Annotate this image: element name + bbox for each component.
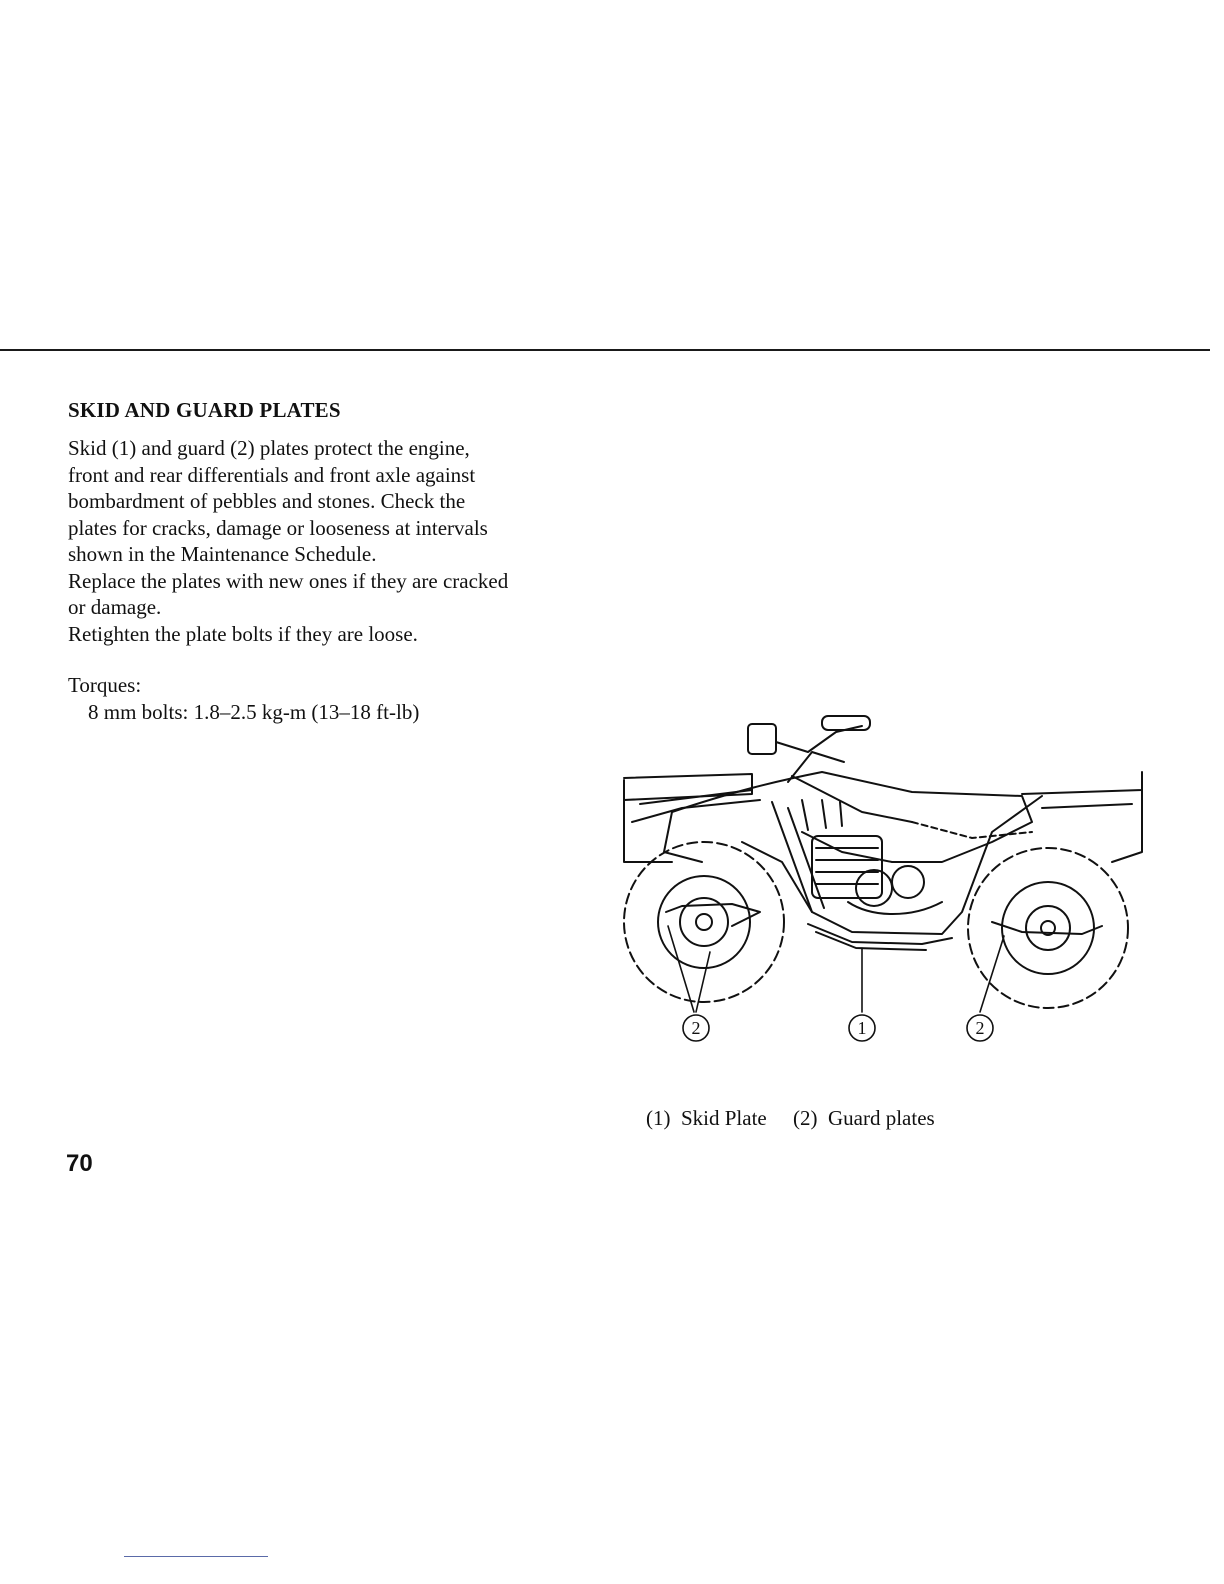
handlebar-drawing [748,716,870,782]
paragraph-2-line: or damage. [68,595,162,619]
callout-label: 2 [975,1018,985,1038]
footer-rule [124,1556,268,1557]
paragraph-1-line: front and rear differentials and front axle against [68,462,476,487]
front-rack-drawing [624,774,760,862]
skid-guard-section [68,398,600,647]
paragraph-2-line: Replace the plates with new ones if they are cracked [68,568,509,593]
engine-drawing [812,836,942,914]
paragraph-1-line: shown in the Maintenance Schedule. [68,542,377,566]
rear-wheel-drawing [968,848,1128,1008]
callout-markers [683,1015,993,1041]
caption-item-2: (2) Guard plates [793,1106,935,1130]
torques-label: Torques: [68,673,142,697]
page-number: 70 [66,1150,93,1177]
header-rule [0,349,1210,351]
atv-illustration [612,712,1152,1062]
torque-spec: 8 mm bolts: 1.8–2.5 kg-m (13–18 ft-lb) [88,699,420,724]
callout-label: 1 [857,1018,867,1038]
skid-plate-drawing [808,924,952,950]
caption-item-1: (1) Skid Plate [646,1106,767,1130]
paragraph-1-line: Skid (1) and guard (2) plates protect the engine, [68,436,470,460]
figure-caption [646,1106,935,1131]
paragraph-1 [68,435,600,568]
leader-lines [668,926,1004,1012]
callout-label: 2 [691,1018,701,1038]
paragraph-3: Retighten the plate bolts if they are loose. [68,621,418,646]
section-title: SKID AND GUARD PLATES [68,398,341,422]
torques-block [68,672,419,725]
paragraph-1-line: plates for cracks, damage or looseness at intervals [68,515,488,540]
paragraph-1-line: bombardment of pebbles and stones. Check the [68,489,466,513]
paragraph-2 [68,568,600,621]
